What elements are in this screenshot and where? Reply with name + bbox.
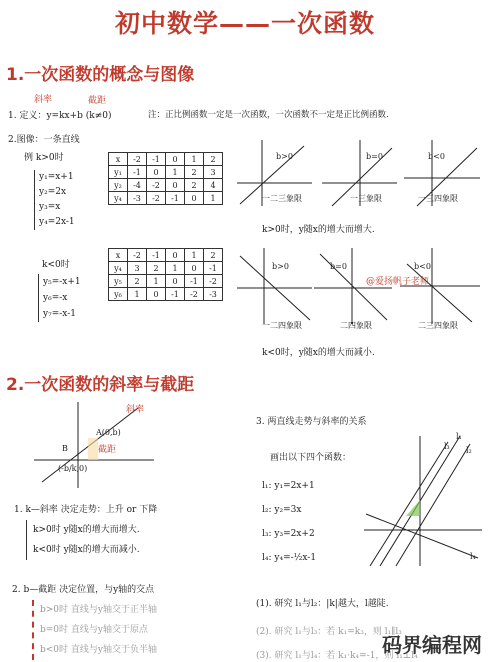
fig-point-c: (-b/k,0) — [58, 464, 88, 473]
table-cell: -1 — [166, 192, 185, 205]
table-cell: y₆ — [109, 288, 128, 301]
table-cell: 0 — [166, 275, 185, 288]
graph-quadrant: 一三象限 — [350, 194, 382, 203]
study-1: (1). 研究 l₁与l₂：|k|越大，l越陡. — [256, 599, 389, 609]
b-rule: b<0时 直线与y轴交于负半轴 — [40, 645, 157, 655]
graph-quadrant: 二三四象限 — [418, 321, 458, 330]
page-title: 初中数学——一次函数 — [114, 9, 375, 38]
table-cell: 2 — [204, 153, 223, 166]
graph-cond: b>0 — [272, 262, 289, 271]
line-label: l₁ — [456, 432, 462, 441]
table-cell: -1 — [147, 153, 166, 166]
table-cell: 0 — [166, 153, 185, 166]
table-cell: 0 — [166, 249, 185, 262]
definition: 1. 定义：y=kx+b (k≠0) — [8, 111, 112, 121]
relation-equation: l₄: y₄=-½x-1 — [262, 553, 317, 563]
equation: y₄=2x-1 — [39, 217, 75, 227]
brand-watermark: 码界编程网 — [382, 633, 482, 657]
relation-title: 3. 两直线走势与斜率的关系 — [256, 417, 367, 427]
table-cell: 3 — [128, 262, 147, 275]
example-k-negative: k<0时 — [42, 260, 70, 270]
fig-point-b: B — [62, 444, 68, 453]
table-cell: 0 — [147, 288, 166, 301]
table-cell: -2 — [185, 288, 204, 301]
table-cell: y₄ — [109, 192, 128, 205]
table-cell: 2 — [204, 249, 223, 262]
table-cell: y₄ — [109, 262, 128, 275]
summary-k-positive: k>0时，y随x的增大而增大. — [262, 225, 375, 235]
graph-quadrant: 二四象限 — [340, 321, 372, 330]
table-row — [109, 275, 223, 288]
b-rule: b>0时 直线与y轴交于正半轴 — [40, 605, 157, 615]
table-cell: -1 — [185, 275, 204, 288]
table-cell: -2 — [147, 179, 166, 192]
graph-quadrant: 一三四象限 — [418, 194, 458, 203]
graph-cond: b<0 — [428, 152, 445, 161]
b-rules — [32, 600, 157, 660]
table-cell: 1 — [147, 275, 166, 288]
graph-cond: b<0 — [414, 262, 431, 271]
table-cell: -2 — [147, 192, 166, 205]
equation-group-pos — [34, 170, 75, 230]
intercept-label: 截距 — [88, 96, 107, 106]
b-title: 2. b—截距 决定位置，与y轴的交点 — [12, 585, 155, 595]
table-cell: -2 — [204, 275, 223, 288]
table-cell: -3 — [128, 192, 147, 205]
table-cell: 1 — [185, 153, 204, 166]
equation: y₃=x — [39, 202, 61, 212]
study-2: (2). 研究 l₁与l₃：若 k₁=k₃，则 l₁∥l₃ — [256, 627, 402, 637]
graph-quadrant: 一二四象限 — [262, 321, 302, 330]
graph-quadrant: 一二三象限 — [262, 194, 302, 203]
table-cell: 0 — [166, 179, 185, 192]
slope-label: 斜率 — [34, 95, 53, 105]
table-row — [109, 166, 223, 179]
table-row — [109, 153, 223, 166]
table-cell: 1 — [204, 192, 223, 205]
graph-cond: b=0 — [330, 262, 347, 271]
table-cell: -2 — [128, 153, 147, 166]
study-3: (3). 研究 l₁与l₄：若 k₁·k₄=-1，则 l₁⊥l₄ — [256, 651, 418, 661]
equation-group-neg — [38, 274, 81, 322]
table-cell: y₅ — [109, 275, 128, 288]
table-cell: 0 — [185, 262, 204, 275]
k-negative-rule: k<0时 y随x的增大而减小. — [33, 545, 140, 555]
relation-equation: l₁: y₁=2x+1 — [262, 481, 315, 491]
table-row — [109, 262, 223, 275]
table-row — [109, 192, 223, 205]
table-cell: 0 — [185, 192, 204, 205]
table-cell: -4 — [128, 179, 147, 192]
line-label: l₃ — [444, 442, 450, 451]
graph-cond: b>0 — [276, 152, 293, 161]
table-cell: -1 — [128, 166, 147, 179]
summary-k-negative: k<0时，y随x的增大而减小. — [262, 348, 375, 358]
fig-intercept-label: 截距 — [98, 445, 117, 455]
table-row — [109, 288, 223, 301]
line-label: l₂ — [466, 446, 472, 455]
table-cell: -1 — [204, 262, 223, 275]
table-cell: 1 — [166, 166, 185, 179]
table-row — [109, 179, 223, 192]
graph-cond: b=0 — [366, 152, 383, 161]
example-k-positive: 例 k>0时 — [24, 153, 64, 163]
table-cell: -3 — [204, 288, 223, 301]
table-cell: 2 — [147, 262, 166, 275]
table-cell: 4 — [204, 179, 223, 192]
table-cell: y₂ — [109, 179, 128, 192]
equation: y₂=2x — [39, 187, 67, 197]
table-cell: y₁ — [109, 166, 128, 179]
table-cell: 1 — [128, 288, 147, 301]
table-cell: -2 — [128, 249, 147, 262]
table-cell: x — [109, 249, 128, 262]
equation: y₇=-x-1 — [43, 309, 76, 319]
fig-slope-label: 斜率 — [126, 405, 145, 415]
table-cell: 3 — [204, 166, 223, 179]
k-positive-rule: k>0时 y随x的增大而增大. — [33, 525, 140, 535]
equation: y₁=x+1 — [39, 172, 74, 182]
table-cell: 2 — [185, 179, 204, 192]
value-table-neg — [108, 248, 223, 301]
value-table-pos — [108, 152, 223, 205]
table-cell: -1 — [166, 288, 185, 301]
k-rules — [26, 520, 140, 560]
section2-heading: 2.一次函数的斜率与截距 — [6, 375, 195, 395]
author-watermark: @爱扬帆子老师 — [366, 277, 430, 287]
table-cell: 1 — [166, 262, 185, 275]
section1-heading: 1.一次函数的概念与图像 — [6, 65, 195, 85]
relation-subtitle: 画出以下四个函数： — [270, 453, 352, 463]
equation: y₆=-x — [43, 293, 68, 303]
graph-heading: 2.图像：一条直线 — [8, 135, 80, 145]
relation-equations — [262, 474, 316, 570]
relation-equation: l₂: y₂=3x — [262, 505, 302, 515]
table-cell: 0 — [147, 166, 166, 179]
table-cell: x — [109, 153, 128, 166]
fig-point-a: A(0,b) — [96, 428, 121, 437]
b-rule: b=0时 直线与y轴交于原点 — [40, 625, 148, 635]
table-cell: 2 — [128, 275, 147, 288]
definition-note: 注：正比例函数一定是一次函数，一次函数不一定是正比例函数. — [148, 110, 389, 120]
relation-equation: l₃: y₃=2x+2 — [262, 529, 315, 539]
table-cell: 2 — [185, 166, 204, 179]
equation: y₅=-x+1 — [43, 277, 81, 287]
line-label: l₄ — [470, 552, 476, 561]
graphs-k-negative — [232, 246, 482, 326]
table-cell: 1 — [185, 249, 204, 262]
table-cell: -1 — [147, 249, 166, 262]
table-row — [109, 249, 223, 262]
k-title: 1. k—斜率 决定走势：上升 or 下降 — [14, 505, 158, 515]
